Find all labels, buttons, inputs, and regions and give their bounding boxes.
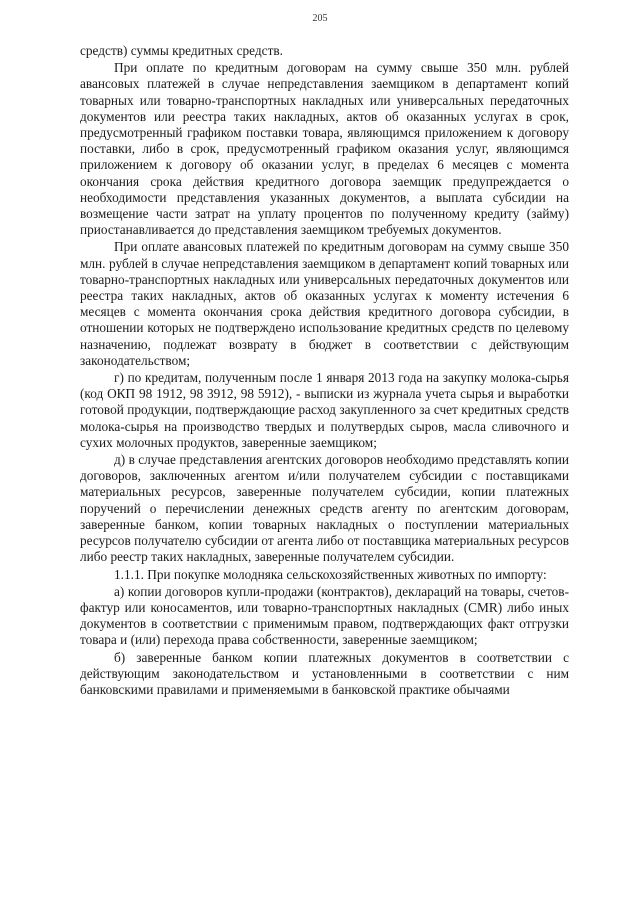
paragraph-advance-payments-refund: При оплате авансовых платежей по кредитным договорам на сумму свыше 350 млн. рублей в случае непредставления заемщиком в департамент копий товарных или товарно-транспортных накладных или универсальных передаточных документов или реестра таких накладных, актов об оказанных услугах к моменту истечения 6 месяцев с момента окончания срока действия кредитного договора субсидии, в отношении которых не подтверждено использование кредитных средств по целевому назначению, подлежат возврату в бюджет в соответствии с действующим законодательством;	[80, 239, 569, 368]
paragraph-item-b: б) заверенные банком копии платежных документов в соответствии с действующим законодательством и установленными в соответствии с ним банковскими правилами и применяемыми в банковской практике обычаями	[80, 649, 569, 697]
paragraph-item-d: д) в случае представления агентских договоров необходимо представлять копии договоров, заключенных агентом и/или получателем субсидии с поставщиками материальных ресурсов, заверенные получателем субсидии, копии платежных поручений о перечислении денежных средств агенту по агентским договорам, заверенные банком, копии товарных накладных о поступлении материальных ресурсов получателю субсидии от агента либо от поставщика материальных ресурсов либо реестр таких накладных, заверенные получателем субсидии.	[80, 452, 569, 565]
page-number: 205	[312, 13, 328, 24]
paragraph-item-a: а) копии договоров купли-продажи (контрактов), деклараций на товары, счетов-фактур или коносаментов, или товарно-транспортных накладных (CMR) либо иных документов в соответствии с применимым правом, подтверждающих факт отгрузки товара и (или) перехода права собственности, заверенные заемщиком;	[80, 583, 569, 648]
paragraph-advance-payments-suspension: При оплате по кредитным договорам на сумму свыше 350 млн. рублей авансовых платежей в случае непредставления заемщиком в департамент копий товарных или товарно-транспортных накладных или универсальных передаточных документов или реестра таких накладных, актов об оказанных услугах в срок, предусмотренный графиком поставки товара, являющимся приложением к договору поставки, либо в срок, предусмотренный графиком оказания услуг, являющимся приложением к договору об оказании услуг, в пределах 6 месяцев с момента окончания срока действия кредитного договора заемщик предупреждается о необходимости представления указанных документов, а выплата субсидии на возмещение части затрат на уплату процентов по полученному кредиту (займу) приостанавливается до представления заемщиком требуемых документов.	[80, 60, 569, 238]
paragraph-section-1-1-1: 1.1.1. При покупке молодняка сельскохозяйственных животных по импорту:	[114, 566, 547, 582]
document-body	[80, 43, 569, 698]
paragraph-continuation: средств) суммы кредитных средств.	[80, 43, 283, 58]
paragraph-item-g: г) по кредитам, полученным после 1 января 2013 года на закупку молока-сырья (код ОКП 98 1912, 98 3912, 98 5912), - выписки из журнала учета сырья и выработки готовой продукции, подтверждающие расход закупленного за счет кредитных средств молока-сырья на производство твердых и полутвердых сыров, масла сливочного и сухих молочных продуктов, заверенные заемщиком;	[80, 370, 569, 450]
